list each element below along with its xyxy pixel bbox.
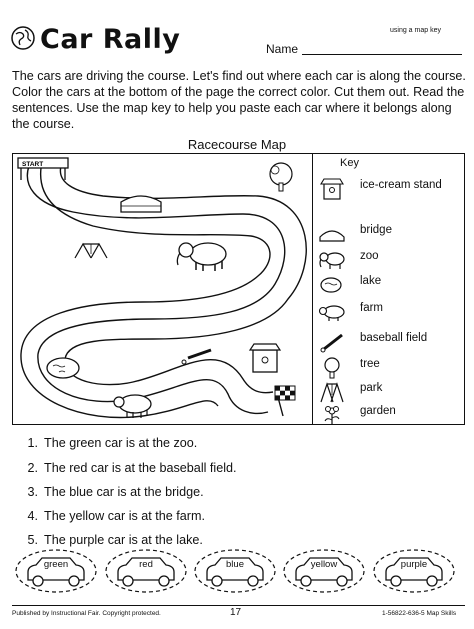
key-item-bridge: [318, 223, 466, 245]
car-icon: [193, 548, 277, 594]
elephant-icon: [177, 243, 226, 271]
key-item-lake: [318, 274, 466, 296]
key-item-baseball-field: [318, 331, 466, 353]
page-number: 17: [230, 607, 242, 618]
key-item-ice-cream-stand: [318, 178, 466, 200]
baseball-bat-icon: [318, 331, 346, 353]
key-label: farm: [360, 302, 383, 314]
sentence-text: The red car is at the baseball field.: [44, 461, 237, 475]
map-key-divider: [312, 153, 313, 425]
sentence-text: The green car is at the zoo.: [44, 436, 198, 450]
map-title: Racecourse Map: [187, 137, 287, 152]
swing-icon: [318, 381, 346, 403]
sentence-3: [16, 485, 204, 499]
lake-icon: [47, 358, 79, 378]
ice-cream-stand-icon: [250, 344, 280, 372]
car-cutout-green[interactable]: [14, 548, 98, 594]
footer-divider: [12, 605, 465, 606]
name-field[interactable]: [302, 54, 462, 55]
car-label: purple: [400, 559, 428, 570]
sentence-5: [16, 533, 203, 547]
car-icon: [282, 548, 366, 594]
key-item-garden: [318, 404, 466, 426]
racecourse-map: [13, 154, 311, 424]
key-label: park: [360, 382, 383, 394]
sentence-text: The yellow car is at the farm.: [44, 509, 205, 523]
sentence-number: 5.: [27, 533, 38, 547]
map-key-title: Key: [340, 157, 359, 169]
topic-label: using a map key: [390, 27, 441, 34]
car-label: blue: [226, 559, 244, 570]
key-item-park: [318, 381, 466, 403]
sentence-text: The blue car is at the bridge.: [44, 485, 204, 499]
bridge-icon: [121, 196, 161, 212]
car-label: red: [139, 559, 153, 570]
key-label: bridge: [360, 224, 392, 236]
publisher-credit: Published by Instructional Fair. Copyright protected.: [12, 610, 161, 617]
key-item-farm: [318, 301, 466, 323]
instructions-text: The cars are driving the course. Let's find out where each car is along the course. Color the cars at the bottom of the page the correct color. Cut them out. Read the sentences. Use the map key to help you paste each car where it belongs along the course.: [12, 69, 466, 131]
car-label: yellow: [310, 559, 338, 570]
sentence-text: The purple car is at the lake.: [44, 533, 203, 547]
name-label: Name: [266, 42, 299, 56]
pig-icon: [114, 395, 151, 418]
car-label: green: [43, 559, 69, 570]
checkered-flag-icon: [275, 386, 295, 416]
swing-icon: [75, 244, 107, 258]
car-cutout-blue[interactable]: [193, 548, 277, 594]
key-item-zoo: [318, 249, 466, 271]
globe-icon: [10, 25, 36, 51]
car-cutout-yellow[interactable]: [282, 548, 366, 594]
sentence-2: [16, 461, 237, 475]
bridge-icon: [318, 223, 346, 245]
key-label: ice-cream stand: [360, 179, 442, 191]
car-cutout-purple[interactable]: [372, 548, 456, 594]
series-label: 1-56822-636-5 Map Skills: [382, 610, 457, 617]
car-cutout-red[interactable]: [104, 548, 188, 594]
car-icon: [104, 548, 188, 594]
lake-icon: [318, 274, 346, 296]
key-item-tree: [318, 357, 466, 379]
key-label: zoo: [360, 250, 379, 262]
flower-icon: [318, 404, 346, 426]
car-icon: [14, 548, 98, 594]
pig-icon: [318, 301, 346, 323]
key-label: tree: [360, 358, 380, 370]
key-label: baseball field: [360, 332, 428, 344]
key-label: garden: [360, 405, 396, 417]
key-label: lake: [360, 275, 382, 287]
page-title: Car Rally: [40, 24, 181, 55]
tree-icon: [318, 357, 346, 379]
sentence-number: 4.: [27, 509, 38, 523]
start-sign-text: START: [22, 161, 44, 168]
elephant-icon: [318, 249, 346, 271]
sentence-1: [16, 436, 197, 450]
sentence-4: [16, 509, 205, 523]
sentence-number: 2.: [27, 461, 38, 475]
sentence-number: 1.: [27, 436, 38, 450]
tree-icon: [270, 163, 292, 191]
sentence-number: 3.: [27, 485, 38, 499]
ice-cream-stand-icon: [318, 178, 346, 200]
car-icon: [372, 548, 456, 594]
